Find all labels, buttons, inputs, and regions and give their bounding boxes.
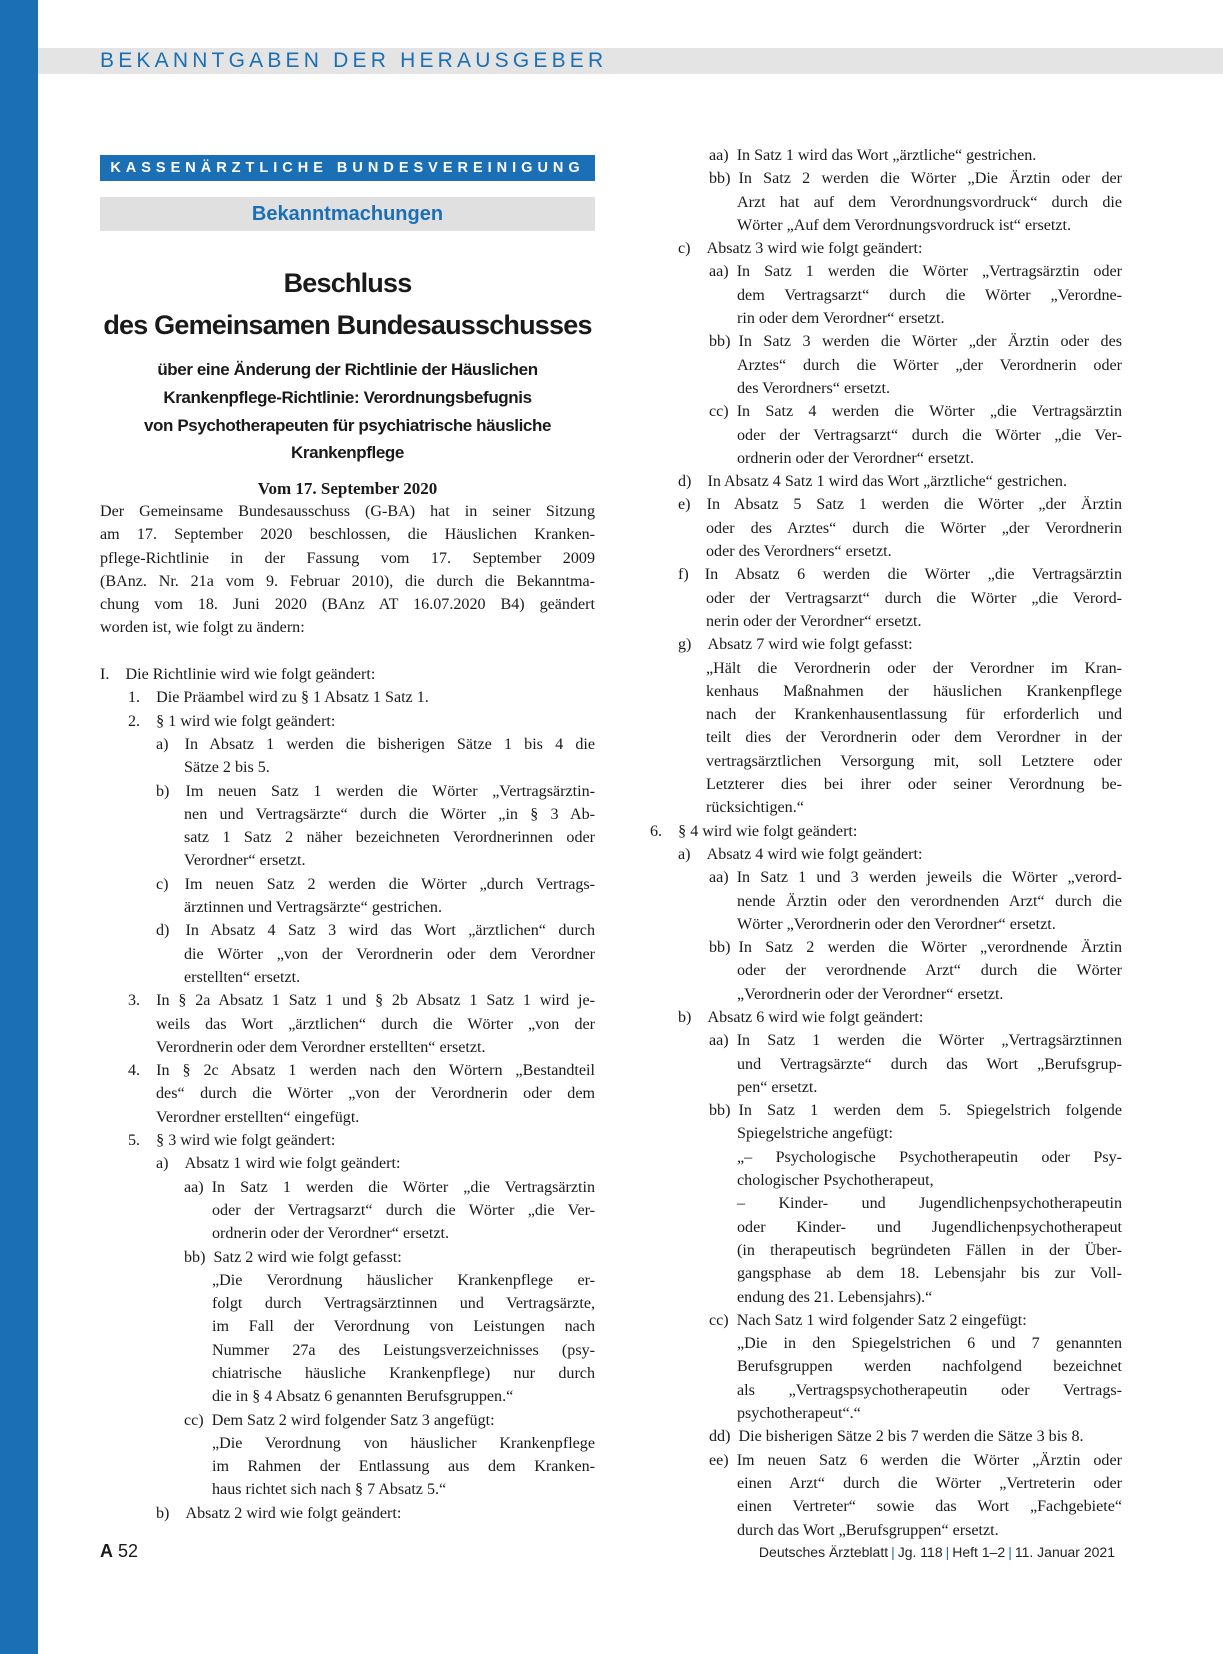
right_column-line: Arzt hat auf dem Verordnungsvordruck“ durch die xyxy=(737,193,1122,211)
left_column-line: c) Im neuen Satz 2 werden die Wörter „durch Vertrags- xyxy=(156,875,595,893)
right_column-line: nende Ärztin oder den verordnenden Arzt“ durch die xyxy=(737,892,1122,910)
right_column-line: b) Absatz 6 wird wie folgt geändert: xyxy=(678,1008,924,1026)
left_column-line: chiatrische häusliche Krankenpflege) nur durch xyxy=(212,1364,595,1382)
left_column-line: „Die Verordnung von häuslicher Krankenpflege xyxy=(212,1434,595,1452)
right_column-line: c) Absatz 3 wird wie folgt geändert: xyxy=(678,240,923,258)
right_column-line: Spiegelstriche angefügt: xyxy=(737,1125,893,1143)
right_column-line: cc) Nach Satz 1 wird folgender Satz 2 eingefügt: xyxy=(709,1311,1027,1329)
right_column-line: oder Kinder- und Jugendlichenpsychotherapeut xyxy=(737,1218,1122,1236)
left_column-line: 5. § 3 wird wie folgt geändert: xyxy=(128,1132,336,1150)
right_column-line: aa) In Satz 1 und 3 werden jeweils die Wörter „verord- xyxy=(709,869,1122,887)
left_column-line: ärztinnen und Vertragsärzte“ gestrichen. xyxy=(184,899,442,917)
right_column-line: bb) In Satz 2 werden die Wörter „Die Ärztin oder der xyxy=(709,170,1122,188)
right_column-line: Letzterer dies bei ihrer oder seiner Verordnung be- xyxy=(706,776,1122,794)
right_column-line: g) Absatz 7 wird wie folgt gefasst: xyxy=(678,636,913,654)
left_column-line: b) Im neuen Satz 1 werden die Wörter „Vertragsärztin- xyxy=(156,782,595,800)
right_column-line: nach der Krankenhausentlassung für erforderlich und xyxy=(706,706,1122,724)
journal-name: Deutsches Ärzteblatt xyxy=(758,1544,889,1560)
right_column-line: teilt dies der Verordnerin oder dem Verordner in der xyxy=(706,729,1122,747)
journal-date: 11. Januar 2021 xyxy=(1014,1544,1115,1560)
page-number-value: 52 xyxy=(118,1541,139,1561)
right-text-column xyxy=(650,144,1122,1542)
left_column-line: die Wörter „von der Verordnerin oder dem Verordner xyxy=(184,945,595,963)
left_column-line: (BAnz. Nr. 21a vom 9. Februar 2010), die durch die Bekanntma- xyxy=(100,572,595,590)
left_column-line: erstellten“ ersetzt. xyxy=(184,968,301,986)
right_column-line: rin oder dem Verordner“ ersetzt. xyxy=(737,310,945,328)
left_column-line: a) In Absatz 1 werden die bisherigen Sätze 1 bis 4 die xyxy=(156,735,595,753)
right_column-line: oder des Arztes“ durch die Wörter „der Verordnerin xyxy=(706,519,1122,537)
right_column-line: d) In Absatz 4 Satz 1 wird das Wort „ärztliche“ gestrichen. xyxy=(678,473,1067,491)
left_column-line: 1. Die Präambel wird zu § 1 Absatz 1 Satz 1. xyxy=(128,689,429,707)
left_column-line: satz 1 Satz 2 näher bezeichneten Verordnerinnen oder xyxy=(184,829,595,847)
right_column-line: und Vertragsärzte“ durch das Wort „Berufsgrup- xyxy=(737,1055,1122,1073)
right_column-line: ordnerin oder der Verordner“ ersetzt. xyxy=(737,449,974,467)
left_column-line: a) Absatz 1 wird wie folgt geändert: xyxy=(156,1155,401,1173)
left_column-line: d) In Absatz 4 Satz 3 wird das Wort „ärztlichen“ durch xyxy=(156,922,595,940)
right_column-line: bb) In Satz 1 werden dem 5. Spiegelstrich folgende xyxy=(709,1102,1122,1120)
right_column-line: einen Arzt“ durch die Wörter „Vertreterin oder xyxy=(737,1474,1122,1492)
right_column-line: oder der Vertragsarzt“ durch die Wörter „die Ver- xyxy=(737,426,1122,444)
right_column-line: (in therapeutisch begründeten Fällen in der Über- xyxy=(737,1241,1122,1259)
right_column-line: oder des Verordners“ ersetzt. xyxy=(706,543,892,561)
left_column-line: des“ durch die Wörter „von der Verordnerin oder dem xyxy=(156,1085,595,1103)
left_column-line: 4. In § 2c Absatz 1 werden nach den Wörtern „Bestandteil xyxy=(128,1062,595,1080)
left_column-line: aa) In Satz 1 werden die Wörter „die Vertragsärztin xyxy=(184,1178,595,1196)
left_column-line: worden ist, wie folgt zu ändern: xyxy=(100,619,305,637)
right_column-line: des Verordners“ ersetzt. xyxy=(737,379,890,397)
left_column-line: oder der Vertragsarzt“ durch die Wörter „die Ver- xyxy=(212,1201,595,1219)
left_column-line: folgt durch Vertragsärztinnen und Vertragsärzte, xyxy=(212,1295,595,1313)
left-text-column xyxy=(100,500,595,1525)
left_column-line: 3. In § 2a Absatz 1 Satz 1 und § 2b Absatz 1 Satz 1 wird je- xyxy=(128,992,595,1010)
right_column-line: „Die in den Spiegelstrichen 6 und 7 genannten xyxy=(737,1335,1122,1353)
left_column-line: Nummer 27a des Leistungsverzeichnisses (psy- xyxy=(212,1341,595,1359)
right_column-line: Wörter „Verordnerin oder den Verordner“ ersetzt. xyxy=(737,915,1056,933)
subtitle-line: über eine Änderung der Richtlinie der Häuslichen xyxy=(157,360,538,379)
right_column-line: Wörter „Auf dem Verordnungsvordruck ist“ ersetzt. xyxy=(737,216,1071,234)
right_column-line: einen Vertreter“ sowie das Wort „Fachgebiete“ xyxy=(737,1498,1122,1516)
left-accent-bar xyxy=(0,0,38,1654)
right_column-line: gangsphase ab dem 18. Lebensjahr bis zur Voll- xyxy=(737,1265,1122,1283)
left_column-line: I. Die Richtlinie wird wie folgt geändert: xyxy=(100,666,376,684)
left_column-line: Sätze 2 bis 5. xyxy=(184,759,270,777)
right_column-line: endung des 21. Lebensjahrs).“ xyxy=(737,1288,933,1306)
right_column-line: aa) In Satz 1 wird das Wort „ärztliche“ gestrichen. xyxy=(709,147,1037,164)
right_column-line: cc) In Satz 4 werden die Wörter „die Vertragsärztin xyxy=(709,403,1122,421)
left_column-line: cc) Dem Satz 2 wird folgender Satz 3 angefügt: xyxy=(184,1411,495,1429)
right_column-line: aa) In Satz 1 werden die Wörter „Vertragsärztin oder xyxy=(709,263,1122,281)
left_column-line: die in § 4 Absatz 6 genannten Berufsgruppen.“ xyxy=(212,1388,514,1406)
right_column-line: als „Vertragspsychotherapeutin oder Vertrags- xyxy=(737,1381,1122,1399)
left_column-line: Der Gemeinsame Bundesausschuss (G-BA) hat in seiner Sitzung xyxy=(100,503,595,520)
right_column-line: chologischer Psychotherapeut, xyxy=(737,1172,934,1190)
right_column-line: „Verordnerin oder der Verordner“ ersetzt. xyxy=(737,985,1004,1003)
left_column-line: haus richtet sich nach § 7 Absatz 5.“ xyxy=(212,1481,447,1499)
right_column-line: durch das Wort „Berufsgruppen“ ersetzt. xyxy=(737,1521,999,1539)
right_column-line: Arztes“ durch die Wörter „der Verordnerin oder xyxy=(737,356,1122,374)
left_column-line: 2. § 1 wird wie folgt geändert: xyxy=(128,712,336,730)
left_column-line: bb) Satz 2 wird wie folgt gefasst: xyxy=(184,1248,402,1266)
page-number xyxy=(100,1541,138,1562)
page-prefix: A xyxy=(100,1541,113,1561)
right_column-line: „Hält die Verordnerin oder der Verordner im Kran- xyxy=(706,659,1122,677)
left_column-line: pflege-Richtlinie in der Fassung vom 17. September 2009 xyxy=(100,549,595,567)
document-subtitle xyxy=(100,356,595,467)
journal-footer: Deutsches Ärzteblatt | Jg. 118 | Heft 1–2 | 11. Januar 2021 xyxy=(758,1544,1115,1560)
right_column-line: Berufsgruppen werden nachfolgend bezeichnet xyxy=(737,1358,1122,1376)
left_column-line: ordnerin oder der Verordner“ ersetzt. xyxy=(212,1225,449,1243)
decision-date: Vom 17. September 2020 xyxy=(257,479,438,498)
right_column-line: oder der Vertragsarzt“ durch die Wörter „die Verord- xyxy=(706,589,1122,607)
title-line: Beschluss xyxy=(283,268,412,298)
right_column-line: ee) Im neuen Satz 6 werden die Wörter „Ärztin oder xyxy=(709,1451,1122,1469)
left_column-line: Verordner“ ersetzt. xyxy=(184,852,306,870)
left_column-line: am 17. September 2020 beschlossen, die Häuslichen Kranken- xyxy=(100,526,595,544)
left_column-line: Verordnerin oder dem Verordner erstellten“ ersetzt. xyxy=(156,1038,486,1056)
right_column-line: – Kinder- und Jugendlichenpsychotherapeutin xyxy=(737,1195,1122,1213)
right_column-line: pen“ ersetzt. xyxy=(737,1078,818,1096)
right_column-line: aa) In Satz 1 werden die Wörter „Vertragsärztinnen xyxy=(709,1032,1122,1050)
document-title xyxy=(100,262,595,346)
right_column-line: kenhaus Maßnahmen der häuslichen Krankenpflege xyxy=(706,682,1122,700)
right_column-line: e) In Absatz 5 Satz 1 werden die Wörter „der Ärztin xyxy=(678,496,1122,514)
right_column-line: a) Absatz 4 wird wie folgt geändert: xyxy=(678,845,923,863)
right_column-line: bb) In Satz 3 werden die Wörter „der Ärztin oder des xyxy=(709,333,1122,351)
left_column-line: chung vom 18. Juni 2020 (BAnz AT 16.07.2020 B4) geändert xyxy=(100,596,595,614)
left_column-line: b) Absatz 2 wird wie folgt geändert: xyxy=(156,1504,402,1522)
subtitle-line: von Psychotherapeuten für psychiatrische häusliche xyxy=(143,415,552,435)
subtitle-line: Krankenpflege xyxy=(291,443,404,463)
right_column-line: nerin oder der Verordner“ ersetzt. xyxy=(706,612,922,630)
right_column-line: oder der verordnende Arzt“ durch die Wörter xyxy=(737,962,1122,980)
organization-bar: KASSENÄRZTLICHE BUNDESVEREINIGUNG xyxy=(100,155,595,181)
section-header: BEKANNTGABEN DER HERAUSGEBER xyxy=(100,49,608,72)
subtitle-line: Krankenpflege-Richtlinie: Verordnungsbefugnis xyxy=(163,387,532,407)
left_column-line xyxy=(100,640,595,663)
right_column-line: f) In Absatz 6 werden die Wörter „die Vertragsärztin xyxy=(678,566,1122,584)
right_column-line: dd) Die bisherigen Sätze 2 bis 7 werden die Sätze 3 bis 8. xyxy=(709,1428,1084,1446)
right_column-line: rücksichtigen.“ xyxy=(706,799,804,817)
right_column-line: „– Psychologische Psychotherapeutin oder Psy- xyxy=(737,1148,1122,1166)
left_column-line: nen und Vertragsärzte“ durch die Wörter „in § 3 Ab- xyxy=(184,805,595,823)
right_column-line: dem Vertragsarzt“ durch die Wörter „Verordne- xyxy=(737,286,1122,304)
right_column-line: bb) In Satz 2 werden die Wörter „verordnende Ärztin xyxy=(709,939,1122,957)
category-bar: Bekanntmachungen xyxy=(100,197,595,231)
journal-volume: Jg. 118 xyxy=(897,1544,943,1560)
left_column-line: „Die Verordnung häuslicher Krankenpflege er- xyxy=(212,1271,595,1289)
left_column-line: im Rahmen der Entlassung aus dem Kranken- xyxy=(212,1458,595,1476)
right_column-line: vertragsärztlichen Versorgung mit, soll Letztere oder xyxy=(706,752,1122,770)
journal-issue: Heft 1–2 xyxy=(952,1544,1006,1560)
right_column-line: psychotherapeut“.“ xyxy=(737,1405,861,1423)
left_column-line: weils das Wort „ärztlichen“ durch die Wörter „von der xyxy=(156,1015,595,1033)
left_column-line: im Fall der Verordnung von Leistungen nach xyxy=(212,1318,595,1336)
left_column-line: Verordner erstellten“ eingefügt. xyxy=(156,1108,360,1126)
right_column-line: 6. § 4 wird wie folgt geändert: xyxy=(650,822,858,840)
title-line: des Gemeinsamen Bundesausschusses xyxy=(103,310,592,340)
